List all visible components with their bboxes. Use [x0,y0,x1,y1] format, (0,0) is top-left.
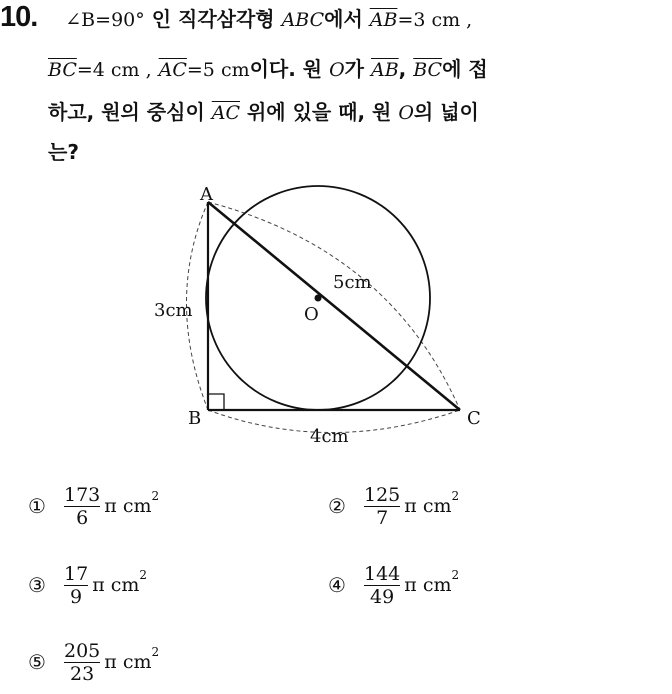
numerator: 144 [364,562,401,585]
label-a: A [200,184,213,205]
text-ga: 가 [344,57,371,81]
segment-bc-2: $\overline{BC}$ [413,59,443,81]
side-ac-line [208,202,460,410]
pi-symbol: π [404,574,417,596]
length-ab: =3 cm , [397,9,473,31]
option-marker: ⑤ [28,650,46,674]
unit [104,489,160,517]
triangle-name: ABC [281,9,325,31]
label-b: B [188,408,202,429]
option-marker: ④ [328,573,346,597]
segment-ab: $\overline{AB}$ [369,9,398,31]
numerator: 17 [64,562,89,585]
unit [404,568,460,596]
center-point [315,295,322,302]
exponent: 2 [151,489,160,503]
fraction [64,640,100,685]
text-hago: 하고, 원의 중심이 [48,100,212,124]
pi-symbol: π [404,495,417,517]
right-angle-mark [208,394,224,410]
denominator: 6 [76,506,89,529]
segment-ac: $\overline{AC}$ [158,59,187,81]
text-right-triangle: 인 직각삼각형 [144,7,282,31]
fraction [64,563,88,608]
option-4[interactable] [328,555,459,615]
question-line-2 [48,54,488,85]
unit [404,489,460,517]
option-2[interactable] [328,476,459,536]
label-5cm: 5cm [333,272,372,293]
segment-ab-2: $\overline{AB}$ [370,59,399,81]
numerator: 173 [64,483,101,506]
exponent: 2 [151,645,160,659]
length-ac: =5 cm [186,59,250,81]
label-4cm: 4cm [310,426,349,447]
exponent: 2 [139,568,148,582]
option-marker: ① [28,494,46,518]
option-5[interactable] [28,632,159,692]
option-marker: ③ [28,573,46,597]
label-c: C [467,408,481,429]
fraction [64,484,100,529]
pi-symbol: π [104,651,117,673]
fraction [364,563,400,608]
text-ida: 이다. 원 [249,57,330,81]
option-1[interactable] [28,476,159,536]
denominator: 9 [70,585,83,608]
text-comma: , [398,57,414,81]
text-neun: 는? [48,140,79,164]
text-eseo: 에서 [324,7,370,31]
circle-o: O [329,59,345,81]
unit-cm: cm [110,574,140,596]
unit-cm: cm [122,651,152,673]
pi-symbol: π [104,495,117,517]
unit-cm: cm [122,495,152,517]
length-bc: =4 cm , [76,59,152,81]
label-3cm: 3cm [154,300,193,321]
denominator: 7 [376,506,389,529]
option-3[interactable] [28,555,147,615]
numerator: 205 [64,639,101,662]
exponent: 2 [451,489,460,503]
question-line-4 [48,137,79,167]
circle-o-2: O [398,102,414,124]
exponent: 2 [451,568,460,582]
text-wie: 위에 있을 때, 원 [240,100,399,124]
unit-cm: cm [422,495,452,517]
unit [92,568,148,596]
option-marker: ② [328,494,346,518]
angle-condition: ∠B=90° [65,9,145,31]
fraction [364,484,400,529]
pi-symbol: π [92,574,105,596]
text-area: 의 넓이 [413,100,479,124]
triangle-figure [140,180,500,450]
numerator: 125 [364,483,401,506]
question-line-3 [48,97,479,128]
denominator: 23 [70,662,95,685]
unit [104,645,160,673]
segment-bc: $\overline{BC}$ [48,59,77,81]
question-line-1 [0,2,472,35]
text-e-jeop: 에 접 [442,57,488,81]
label-o: O [304,304,319,325]
segment-ac-2: $\overline{AC}$ [211,102,240,124]
denominator: 49 [370,585,395,608]
question-number: 10. [0,1,38,33]
unit-cm: cm [422,574,452,596]
